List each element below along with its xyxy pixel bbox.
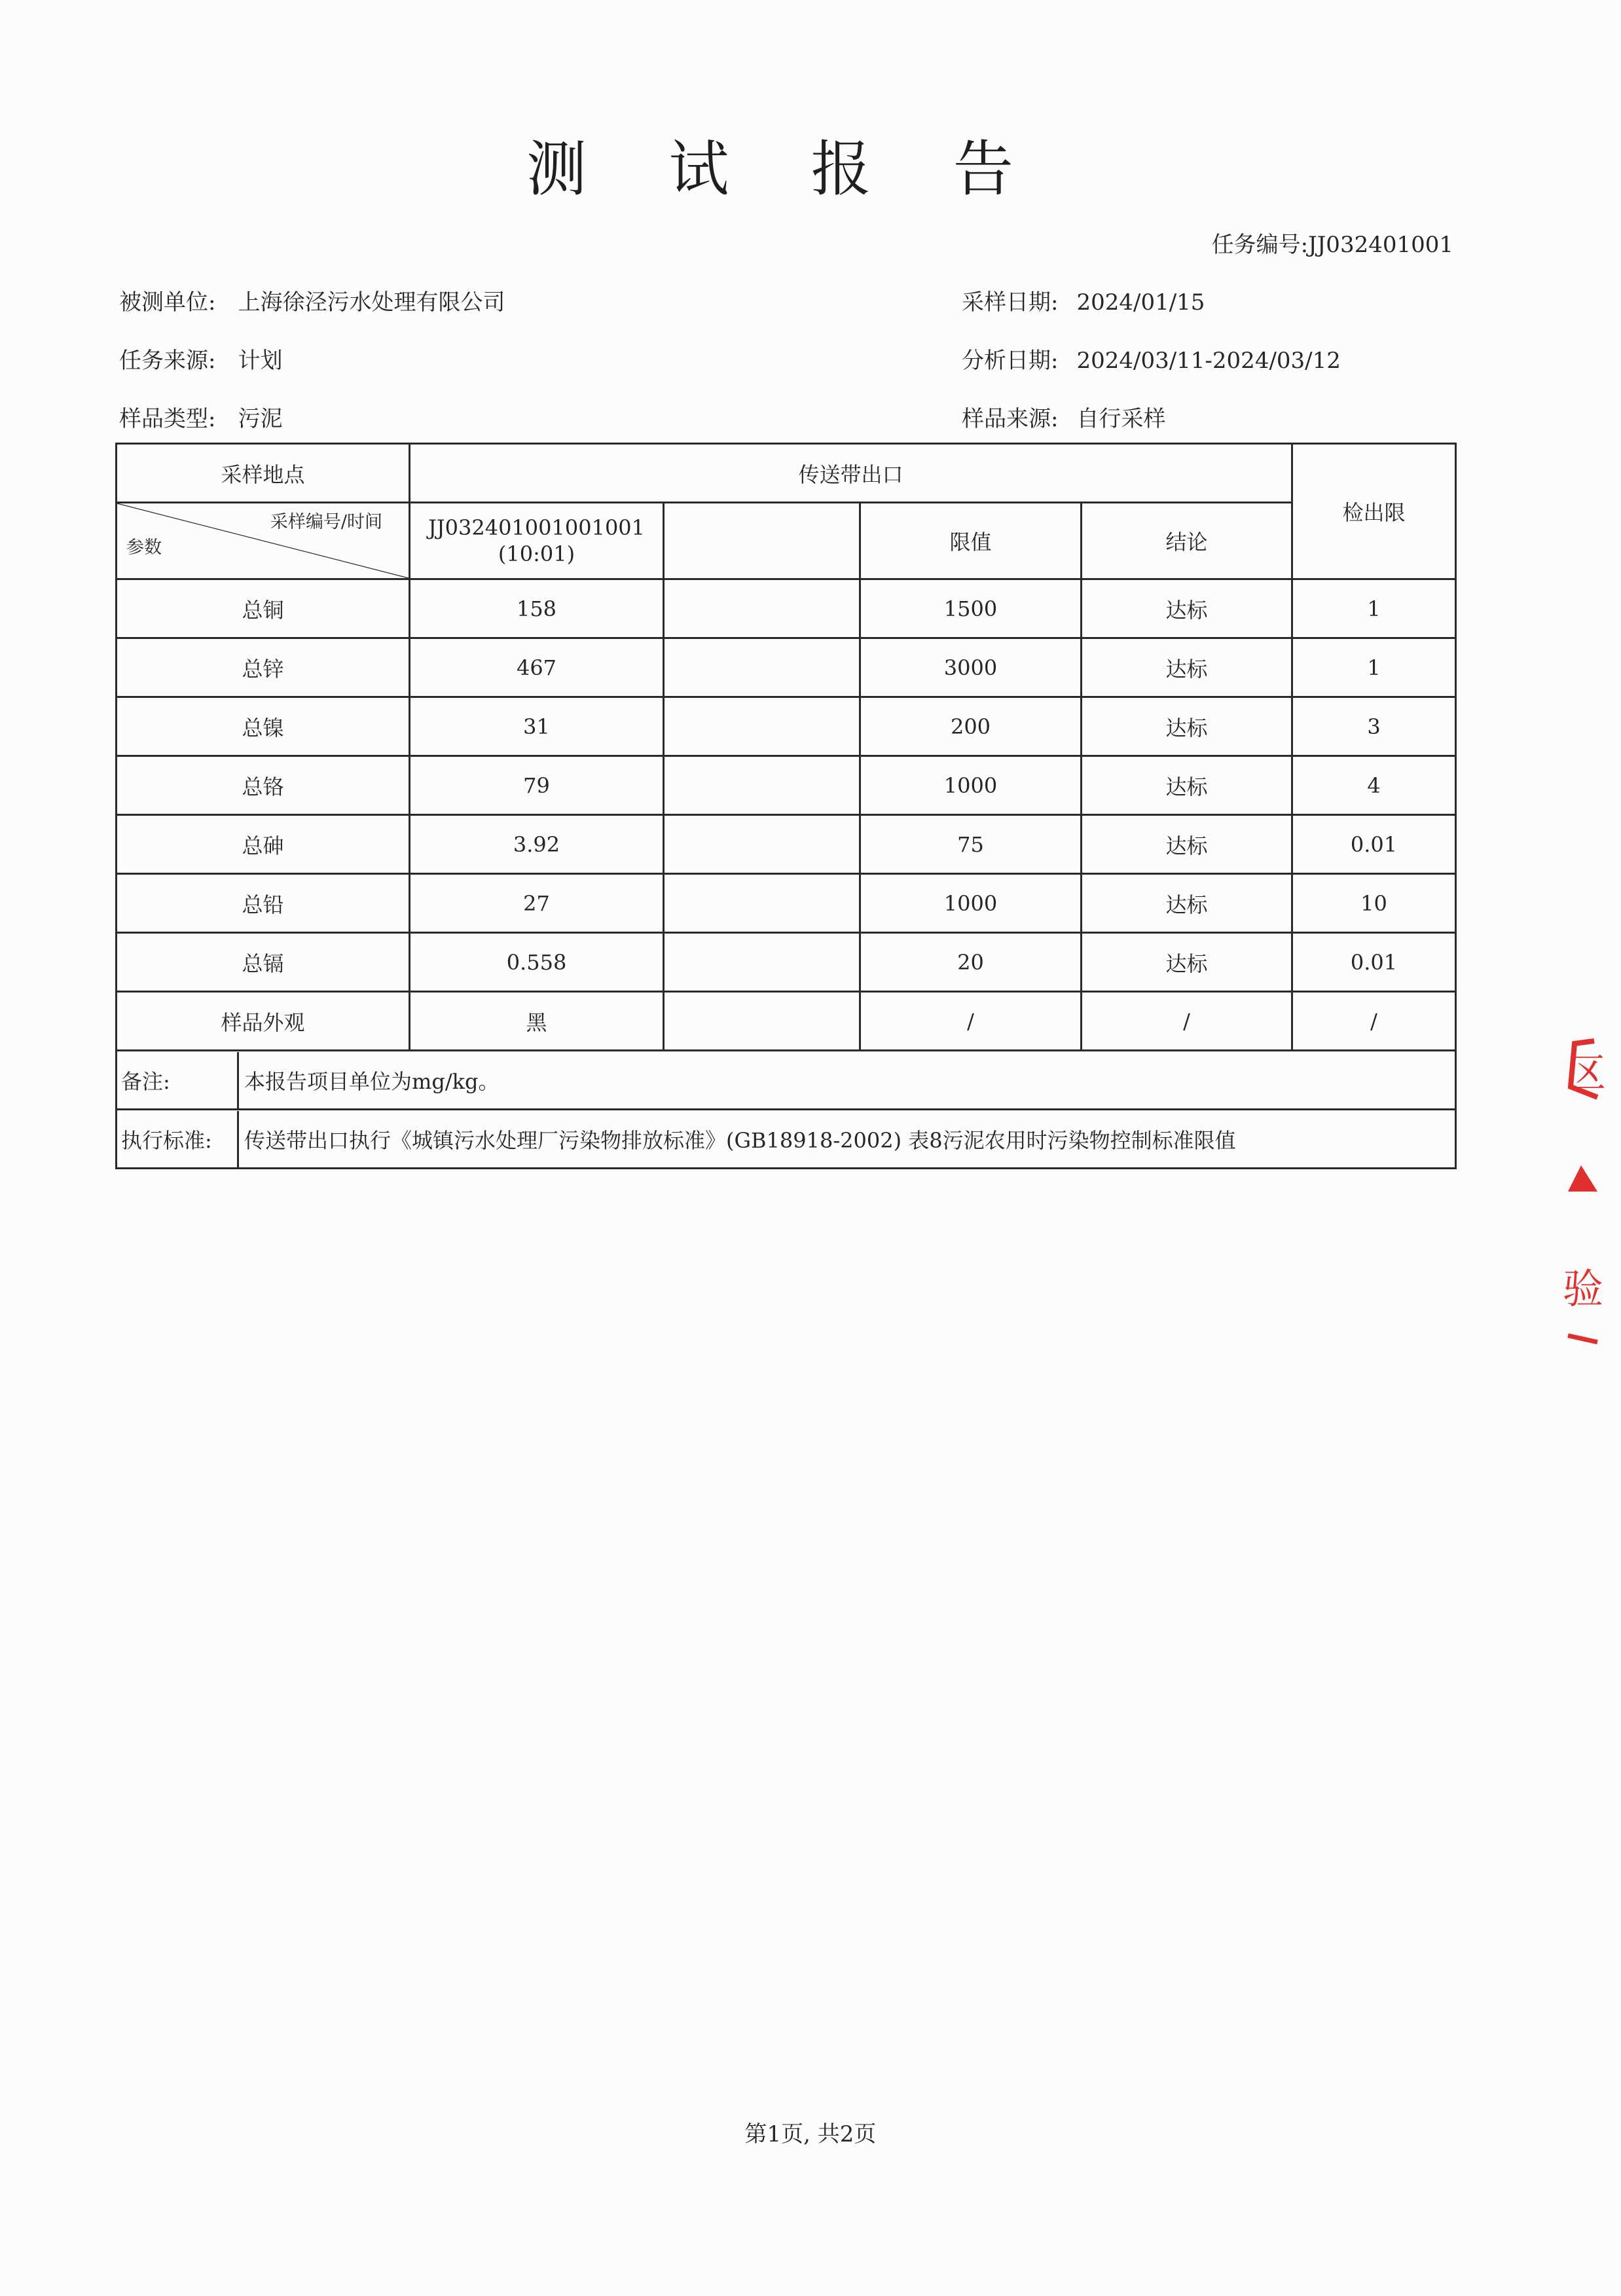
- param-cell: 总铜: [117, 579, 410, 638]
- value-cell: 27: [410, 874, 664, 933]
- table-header-row-2: [117, 503, 1456, 579]
- value-cell: 79: [410, 756, 664, 815]
- sample-id: JJ032401001001001: [428, 515, 646, 540]
- detection-limit-header: 检出限: [1292, 444, 1456, 579]
- conclusion-cell: /: [1082, 992, 1292, 1051]
- blank-cell: [664, 638, 860, 697]
- limit-header: 限值: [860, 503, 1082, 579]
- sample-id-cell: [410, 503, 664, 579]
- task-source-value: 计划: [238, 348, 283, 374]
- sample-source-value: 自行采样: [1076, 406, 1166, 432]
- remark-label: 备注:: [117, 1052, 239, 1108]
- conclusion-cell: 达标: [1082, 697, 1292, 756]
- value-cell: 31: [410, 697, 664, 756]
- remark-row: [117, 1051, 1456, 1110]
- conclusion-cell: 达标: [1082, 756, 1292, 815]
- tested-unit: [119, 284, 505, 316]
- sample-type-label: 样品类型:: [119, 406, 216, 432]
- blank-cell: [664, 992, 860, 1051]
- results-table: [115, 443, 1457, 1169]
- table-row: [117, 697, 1456, 756]
- limit-cell: 1500: [860, 579, 1082, 638]
- detection-limit-cell: 0.01: [1292, 815, 1456, 874]
- diag-sample-no-time: 采样编号/时间: [270, 512, 382, 532]
- value-cell: 158: [410, 579, 664, 638]
- standard-value: 传送带出口执行《城镇污水处理厂污染物排放标准》(GB18918-2002) 表8污泥农用时污染物控制标准限值: [244, 1127, 1236, 1153]
- svg-text:验: 验: [1563, 1265, 1604, 1313]
- limit-cell: 1000: [860, 756, 1082, 815]
- blank-cell: [664, 874, 860, 933]
- detection-limit-cell: /: [1292, 992, 1456, 1051]
- limit-cell: 75: [860, 815, 1082, 874]
- sample-type-value: 污泥: [238, 406, 283, 432]
- analysis-date-value: 2024/03/11-2024/03/12: [1076, 348, 1341, 374]
- table-row: [117, 815, 1456, 874]
- detection-limit-cell: 3: [1292, 697, 1456, 756]
- param-cell: 总铬: [117, 756, 410, 815]
- table-row: [117, 638, 1456, 697]
- table-row: [117, 874, 1456, 933]
- conclusion-cell: 达标: [1082, 815, 1292, 874]
- param-cell: 总镉: [117, 933, 410, 992]
- task-number: 任务编号:JJ032401001: [1211, 232, 1453, 258]
- blank-cell: [664, 815, 860, 874]
- limit-cell: 1000: [860, 874, 1082, 933]
- sample-time: (10:01): [498, 541, 575, 566]
- conclusion-header: 结论: [1082, 503, 1292, 579]
- page-footer: 第1页, 共2页: [744, 2121, 877, 2147]
- tested-unit-value: 上海徐泾污水处理有限公司: [238, 289, 505, 316]
- param-cell: 样品外观: [117, 992, 410, 1051]
- diagonal-header-cell: [117, 503, 410, 579]
- svg-text:区: 区: [1567, 1051, 1606, 1097]
- detection-limit-cell: 4: [1292, 756, 1456, 815]
- table-header-row-1: [117, 444, 1456, 503]
- diag-parameter: 参数: [126, 538, 162, 558]
- limit-cell: /: [860, 992, 1082, 1051]
- sample-source: [962, 401, 1165, 433]
- limit-cell: 200: [860, 697, 1082, 756]
- blank-cell: [664, 756, 860, 815]
- param-cell: 总铅: [117, 874, 410, 933]
- detection-limit-cell: 1: [1292, 638, 1456, 697]
- standard-cell: [117, 1110, 1456, 1169]
- standard-row: [117, 1110, 1456, 1169]
- sample-type: [119, 401, 282, 433]
- task-source-label: 任务来源:: [119, 348, 216, 374]
- blank-cell: [664, 697, 860, 756]
- tested-unit-label: 被测单位:: [119, 289, 216, 316]
- sampling-date-value: 2024/01/15: [1076, 289, 1205, 316]
- sampling-date-label: 采样日期:: [962, 289, 1059, 316]
- report-title: 测 试 报 告: [526, 134, 1045, 204]
- table-row: [117, 992, 1456, 1051]
- red-seal-stamp: [1561, 1034, 1606, 1349]
- limit-cell: 3000: [860, 638, 1082, 697]
- blank-header-cell: [664, 503, 860, 579]
- conclusion-cell: 达标: [1082, 638, 1292, 697]
- table-row: [117, 756, 1456, 815]
- detection-limit-cell: 10: [1292, 874, 1456, 933]
- conclusion-cell: 达标: [1082, 579, 1292, 638]
- analysis-date-label: 分析日期:: [962, 348, 1059, 374]
- value-cell: 黑: [410, 992, 664, 1051]
- detection-limit-cell: 0.01: [1292, 933, 1456, 992]
- sampling-location-header: 采样地点: [117, 444, 410, 503]
- conclusion-cell: 达标: [1082, 933, 1292, 992]
- value-cell: 467: [410, 638, 664, 697]
- blank-cell: [664, 933, 860, 992]
- remark-cell: [117, 1051, 1456, 1110]
- conclusion-cell: 达标: [1082, 874, 1292, 933]
- sample-source-label: 样品来源:: [962, 406, 1059, 432]
- value-cell: 3.92: [410, 815, 664, 874]
- sampling-location-value: 传送带出口: [410, 444, 1292, 503]
- standard-label: 执行标准:: [117, 1111, 239, 1167]
- analysis-date: [962, 342, 1341, 374]
- param-cell: 总锌: [117, 638, 410, 697]
- limit-cell: 20: [860, 933, 1082, 992]
- detection-limit-cell: 1: [1292, 579, 1456, 638]
- sampling-date: [962, 284, 1205, 316]
- task-source: [119, 342, 282, 374]
- param-cell: 总镍: [117, 697, 410, 756]
- param-cell: 总砷: [117, 815, 410, 874]
- remark-value: 本报告项目单位为mg/kg。: [244, 1068, 500, 1094]
- table-row: [117, 933, 1456, 992]
- blank-cell: [664, 579, 860, 638]
- table-body: [117, 579, 1456, 1051]
- table-row: [117, 579, 1456, 638]
- value-cell: 0.558: [410, 933, 664, 992]
